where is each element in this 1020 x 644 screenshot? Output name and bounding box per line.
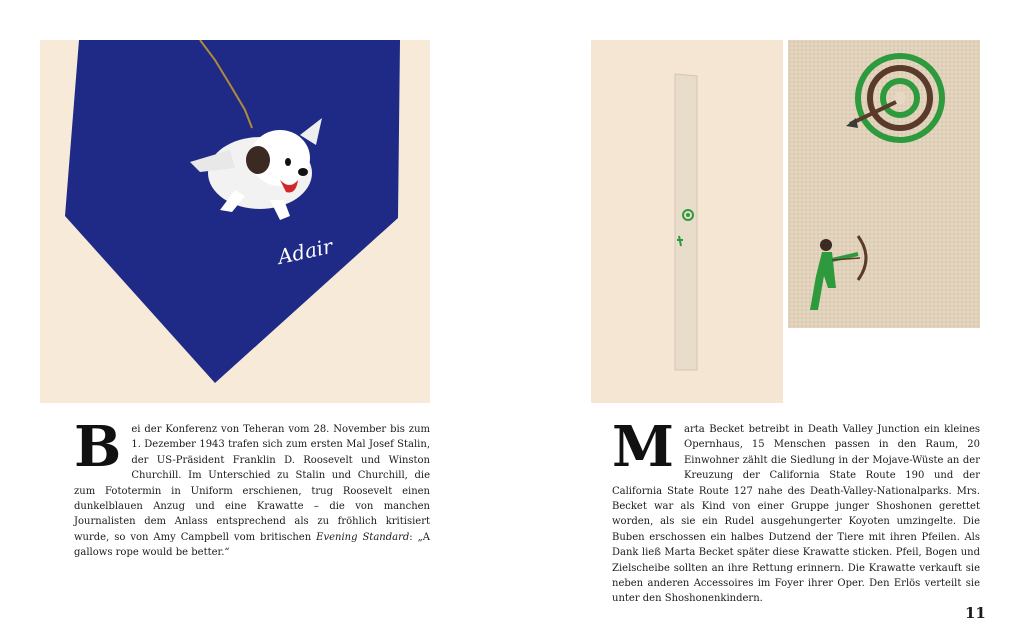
photo-blue-tie-dog xyxy=(40,40,430,403)
newspaper-name: Evening Standard xyxy=(316,531,410,543)
right-article-text xyxy=(612,414,980,607)
photo-linen-tie xyxy=(591,40,783,403)
right-dropcap: M xyxy=(612,414,674,480)
left-body-text: ei der Konferenz von Teheran vom 28. November bis zum 1. Dezember 1943 trafen sich zum ersten Mal Josef Stalin, der US-Präsident Franklin D. Roosevelt und Winston Churchill. Im Unterschied zu Stalin und Churchill, die zum Fototermin in Uniform erschienen, trug Roosevelt einen dunkelblauen Anzug und eine Krawatte – die von manchen Journalisten dem Anlass entsprechend als zu fröhlich kritisiert wurde, so von Amy Campbell vom britischen xyxy=(74,424,430,543)
blue-tie-shape xyxy=(65,40,400,383)
linen-tie-shape xyxy=(675,74,697,370)
left-body-quote: : „A gallows rope would be better.“ xyxy=(74,531,431,559)
artist-signature: Adair xyxy=(275,233,335,269)
right-body-text: arta Becket betreibt in Death Valley Junction ein kleines Opernhaus, 15 Menschen passen in den Raum, 20 Einwohner zählt die Siedlung in der Mojave-Wüste an der Kreuzung der California State Route 190 und der California State Route 127 nahe des Death-Valley-Nationalparks. Mrs. Becket war als Kind von einer Gruppe junger Shoshonen gerettet worden, als sie ein Rudel ausgehungerter Koyoten umzingelte. Die Buben erschossen ein halbes Dutzend der Tiere mit ihren Pfeilen. Als Dank ließ Marta Becket später diese Krawatte sticken. Pfeil, Bogen und Zielscheibe sollten an ihre Rettung erinnern. Die Krawatte verkauft sie neben anderen Accessoires im Foyer ihrer Oper. Den Erlös verteilt sie unter den Shoshonenkindern. xyxy=(612,424,980,605)
page-number: 11 xyxy=(965,604,986,622)
left-dropcap: B xyxy=(74,414,122,480)
left-article-text xyxy=(74,414,431,561)
photo-embroidery-closeup xyxy=(788,40,980,328)
